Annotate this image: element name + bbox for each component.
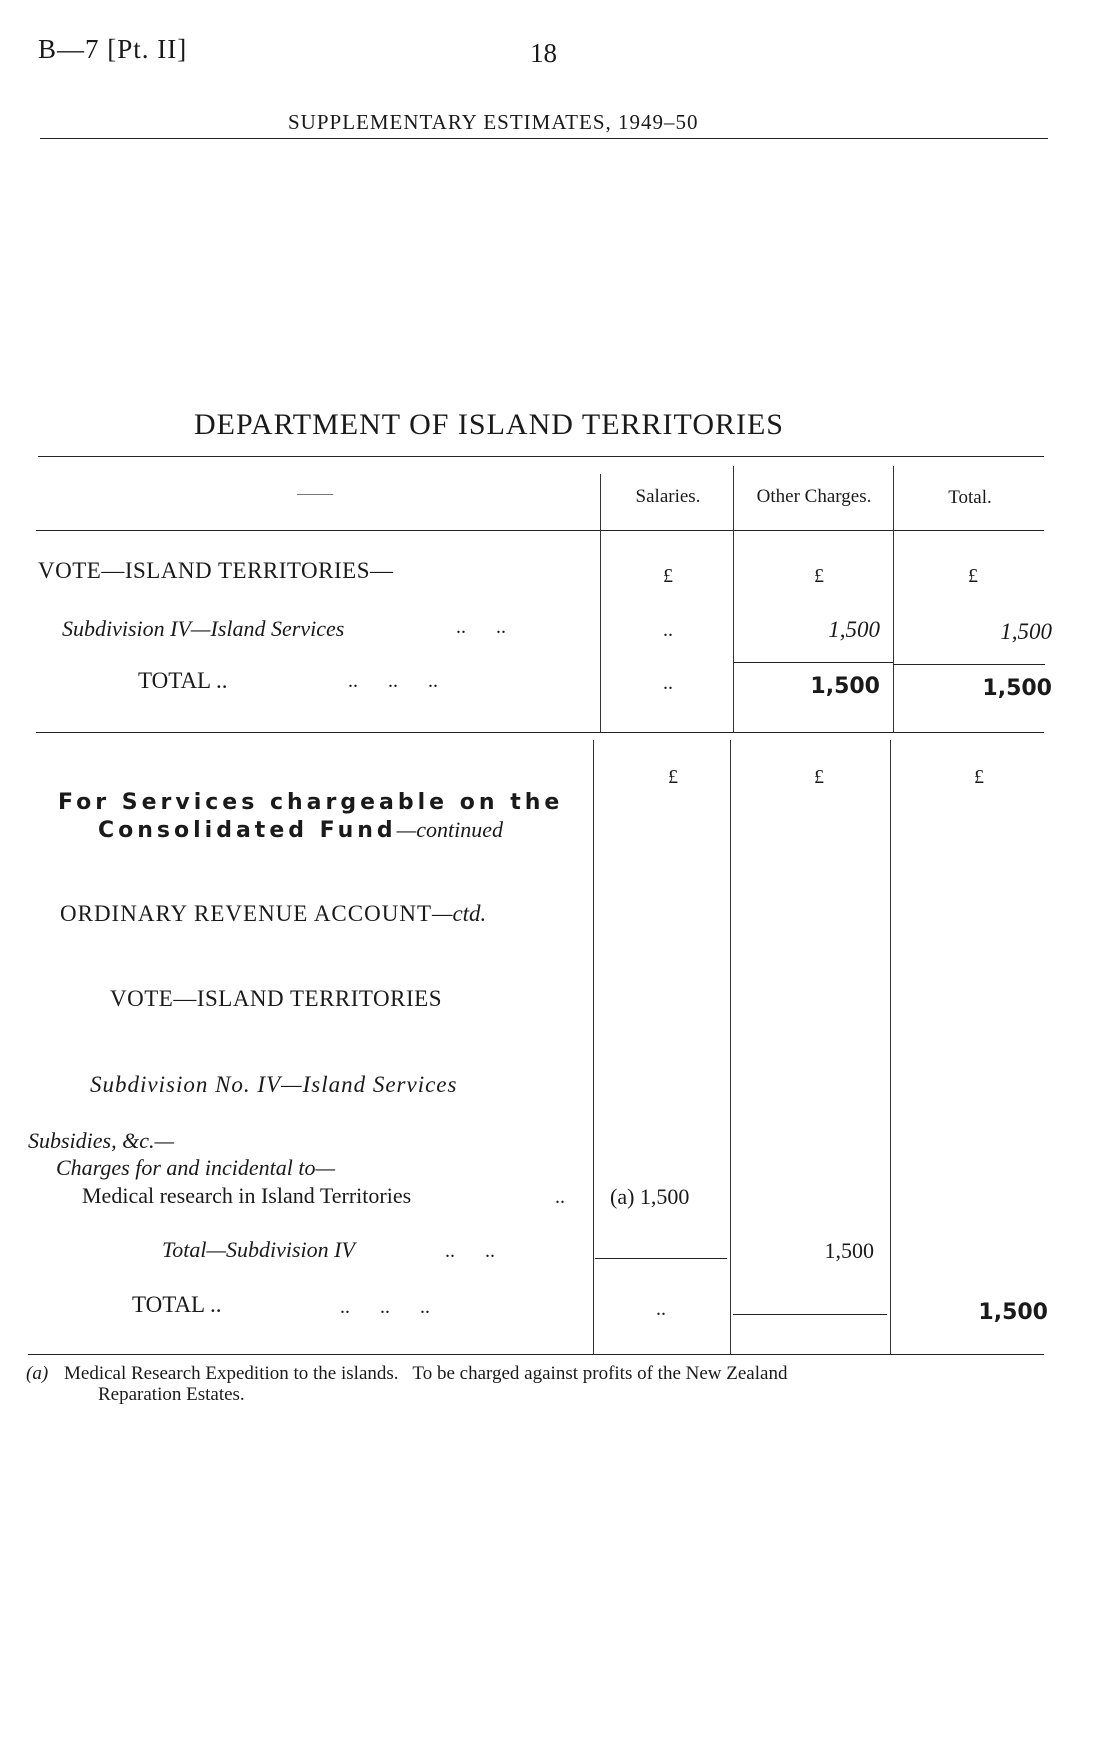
summary-row-total: 1,500 [1000,619,1052,644]
summary-table-bottom-rule [36,732,1044,733]
detail-col-divider-3 [890,740,891,1354]
summary-total-rule-other [733,662,893,663]
subdivision-heading: Subdivision No. IV—Island Services [90,1072,458,1097]
services-heading-suffix: —continued [396,817,503,842]
summary-col-divider-2 [733,466,734,732]
summary-table-top-rule [38,456,1044,457]
currency-salaries: £ [663,565,673,587]
column-header-blank: —— [297,483,333,503]
summary-total-leaders: .. .. .. [348,670,438,692]
detail-total-leaders: .. .. .. [340,1296,430,1318]
currency-other: £ [814,565,824,587]
summary-row-salaries: .. [663,619,673,641]
charges-heading: Charges for and incidental to— [56,1155,336,1180]
department-title: DEPARTMENT OF ISLAND TERRITORIES [194,408,784,441]
summary-col-divider-3 [893,466,894,732]
detail-vote-heading: VOTE—ISLAND TERRITORIES [110,986,443,1011]
services-heading-line2 [98,817,503,843]
detail-total-label: TOTAL .. [132,1292,222,1317]
summary-total-salaries: .. [663,672,673,694]
column-header-total: Total. [948,487,992,508]
page-number: 18 [530,38,557,68]
item-salaries-value: (a) 1,500 [610,1184,690,1209]
summary-total-total: 1,500 [982,676,1052,701]
document-reference: B—7 [Pt. II] [38,34,188,64]
subsidies-heading: Subsidies, &c.— [28,1128,175,1153]
footnote-line2: Reparation Estates. [98,1384,245,1405]
account-heading-suffix: —ctd. [432,901,487,926]
summary-vote-heading: VOTE—ISLAND TERRITORIES— [38,558,394,583]
subtotal-label: Total—Subdivision IV [162,1237,355,1262]
subtotal-other-value: 1,500 [824,1238,874,1263]
footnote-marker: (a) [26,1363,49,1384]
detail-total-value: 1,500 [978,1300,1048,1325]
subtotal-rule [595,1258,727,1259]
detail-total-salaries: .. [656,1298,666,1320]
header-rule [40,138,1048,139]
item-label: Medical research in Island Territories [82,1183,412,1208]
summary-total-other: 1,500 [810,674,880,699]
detail-currency-other: £ [814,766,824,788]
services-heading-line1: For Services chargeable on the [58,790,564,815]
subtotal-leaders: .. .. [445,1240,495,1262]
summary-total-rule-total [893,664,1045,665]
account-heading [60,901,486,927]
detail-col-divider-2 [730,740,731,1354]
summary-col-divider-1 [600,474,601,732]
currency-total: £ [968,565,978,587]
total-rule-other [733,1314,887,1315]
services-heading-fund: Consolidated Fund [98,818,397,843]
detail-bottom-rule [28,1354,1044,1355]
detail-currency-salaries: £ [668,766,678,788]
column-header-other-charges: Other Charges. [756,486,872,507]
column-header-salaries: Salaries. [635,486,701,507]
summary-row-label: Subdivision IV—Island Services [62,616,345,641]
detail-col-divider-1 [593,740,594,1354]
summary-row-leaders: .. .. [456,616,506,638]
account-heading-text: ORDINARY REVENUE ACCOUNT [60,901,432,926]
running-title: SUPPLEMENTARY ESTIMATES, 1949–50 [288,110,699,134]
detail-currency-total: £ [974,766,984,788]
item-leaders: .. [555,1186,565,1208]
summary-total-label: TOTAL .. [138,668,228,693]
footnote-line1: Medical Research Expedition to the islands. To be charged against profits of the New Zealand [64,1363,788,1384]
summary-row-other: 1,500 [828,617,880,642]
